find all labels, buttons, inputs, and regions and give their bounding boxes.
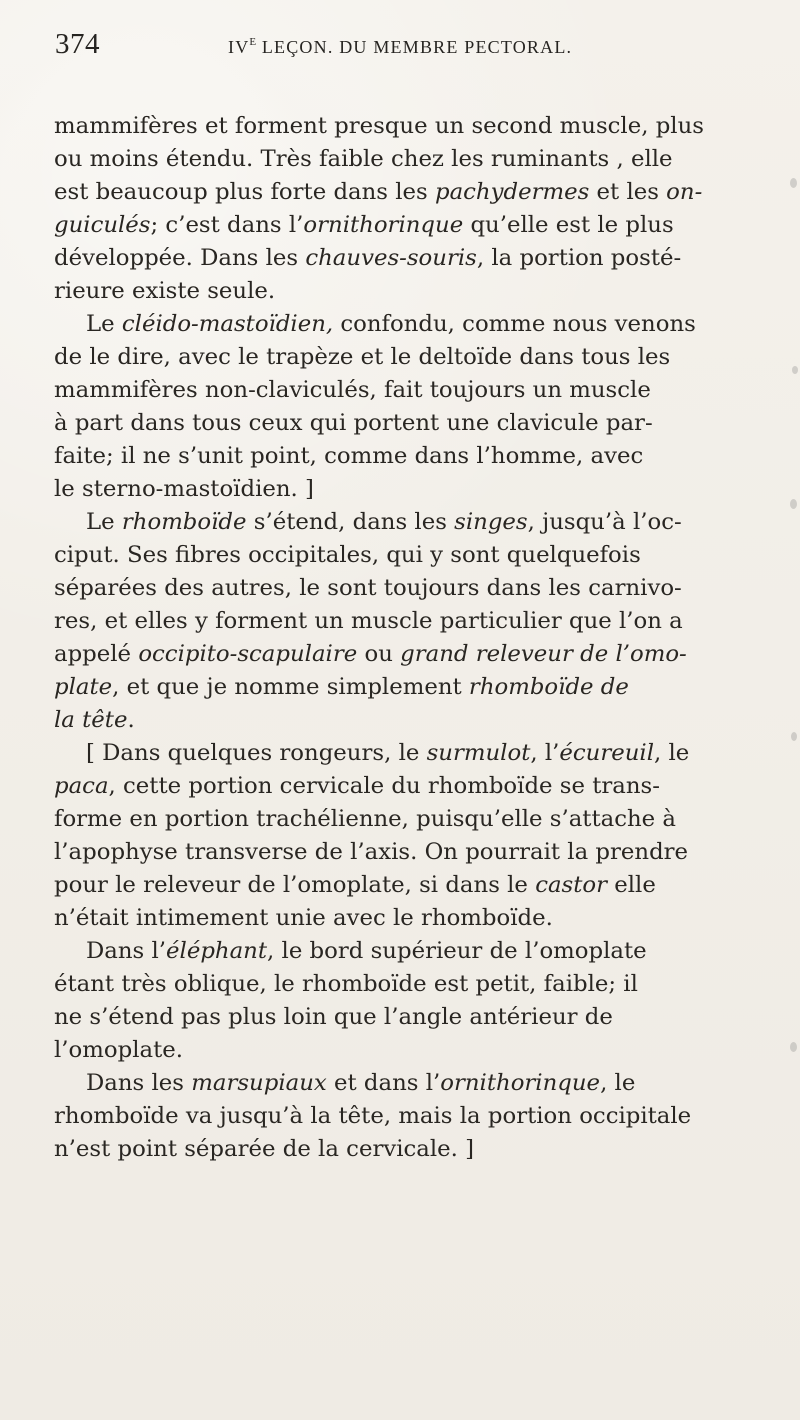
text-line-20	[54, 737, 760, 770]
text-line-8	[54, 341, 760, 374]
italic-term: rhomboïde	[121, 509, 247, 535]
text-line-11	[54, 440, 760, 473]
text-line-10	[54, 407, 760, 440]
text-line-28	[54, 1001, 760, 1034]
italic-term: écureuil	[559, 740, 654, 766]
text-span: est beaucoup plus forte dans les	[54, 179, 435, 205]
italic-term: chauves-souris	[305, 245, 477, 271]
text-span: , le bord supérieur de l’omoplate	[267, 938, 647, 964]
text-span: qu’elle est le plus	[463, 212, 674, 238]
page-stain	[790, 499, 797, 509]
text-span: pour le releveur de l’omoplate, si dans le	[54, 872, 536, 898]
text-line-29	[54, 1034, 760, 1067]
text-span: mammifères et forment presque un second muscle, plus	[54, 113, 704, 139]
italic-term: surmulot	[426, 740, 531, 766]
italic-term: singes	[454, 509, 528, 535]
italic-term: guiculés	[54, 212, 151, 238]
page-stain	[791, 732, 797, 741]
italic-term: occipito-scapulaire	[138, 641, 358, 667]
running-head	[228, 37, 572, 56]
text-line-18	[54, 671, 760, 704]
text-span: ou	[357, 641, 401, 667]
text-line-1	[54, 110, 760, 143]
italic-term: plate	[54, 674, 113, 700]
text-span: , l’	[530, 740, 560, 766]
text-span: et les	[589, 179, 667, 205]
text-span: développée. Dans les	[54, 245, 306, 271]
italic-term: paca	[54, 773, 109, 799]
italic-term: cléido-mastoïdien,	[121, 311, 334, 337]
text-span: n’était intimement unie avec le rhomboïde.	[54, 905, 553, 931]
text-span: séparées des autres, le sont toujours dans les carnivo-	[54, 575, 682, 601]
text-span: Le	[86, 509, 122, 535]
italic-term: grand releveur de l’omo-	[400, 641, 687, 667]
text-span: , jusqu’à l’oc-	[527, 509, 682, 535]
page-number: 374	[55, 28, 100, 60]
text-span: ; c’est dans l’	[150, 212, 304, 238]
page-stain	[792, 366, 798, 374]
running-head-superscript: E	[249, 36, 257, 48]
text-line-6	[54, 275, 760, 308]
italic-term: rhomboïde de	[468, 674, 629, 700]
italic-term: ornithorinque	[440, 1070, 601, 1096]
text-span: faite; il ne s’unit point, comme dans l’homme, avec	[54, 443, 644, 469]
page-stain	[790, 178, 797, 188]
text-line-14	[54, 539, 760, 572]
text-span: n’est point séparée de la cervicale. ]	[54, 1136, 475, 1162]
text-line-9	[54, 374, 760, 407]
text-line-12	[54, 473, 760, 506]
italic-term: pachydermes	[434, 179, 590, 205]
italic-term: la tête	[54, 707, 128, 733]
page-header	[55, 30, 755, 74]
text-span: Le	[86, 311, 122, 337]
text-span: elle	[607, 872, 656, 898]
text-span: à part dans tous ceux qui portent une clavicule par-	[54, 410, 653, 436]
text-line-27	[54, 968, 760, 1001]
text-line-30	[54, 1067, 760, 1100]
text-span: Dans l’	[86, 938, 167, 964]
text-span: res, et elles y forment un muscle particulier que l’on a	[54, 608, 683, 634]
text-span: , la portion posté-	[476, 245, 682, 271]
text-span: l’apophyse transverse de l’axis. On pourrait la prendre	[54, 839, 689, 865]
text-span: confondu, comme nous venons	[333, 311, 696, 337]
text-line-13	[54, 506, 760, 539]
text-span: , le	[600, 1070, 636, 1096]
text-line-2	[54, 143, 760, 176]
running-head-prefix: IV	[228, 37, 250, 57]
text-line-15	[54, 572, 760, 605]
text-span: forme en portion trachélienne, puisqu’elle s’attache à	[54, 806, 676, 832]
text-span: rhomboïde va jusqu’à la tête, mais la portion occipitale	[54, 1103, 692, 1129]
page-stain	[790, 1042, 797, 1052]
italic-term: marsupiaux	[191, 1070, 327, 1096]
text-span: s’étend, dans les	[246, 509, 455, 535]
text-line-22	[54, 803, 760, 836]
text-line-23	[54, 836, 760, 869]
text-span: , et que je nomme simplement	[112, 674, 469, 700]
text-line-24	[54, 869, 760, 902]
text-span: étant très oblique, le rhomboïde est petit, faible; il	[54, 971, 638, 997]
text-line-16	[54, 605, 760, 638]
text-span: [ Dans quelques rongeurs, le	[86, 740, 427, 766]
text-line-4	[54, 209, 760, 242]
italic-term: ornithorinque	[303, 212, 464, 238]
text-span: rieure existe seule.	[54, 278, 276, 304]
text-line-32	[54, 1133, 760, 1166]
text-line-26	[54, 935, 760, 968]
running-head-text: LEÇON. DU MEMBRE PECTORAL.	[256, 37, 573, 57]
text-span: ou moins étendu. Très faible chez les ruminants , elle	[54, 146, 673, 172]
italic-term: castor	[535, 872, 608, 898]
text-line-25	[54, 902, 760, 935]
text-span: Dans les	[86, 1070, 192, 1096]
text-span: appelé	[54, 641, 139, 667]
text-line-5	[54, 242, 760, 275]
text-span: et dans l’	[326, 1070, 441, 1096]
text-line-7	[54, 308, 760, 341]
text-line-21	[54, 770, 760, 803]
text-span: , cette portion cervicale du rhomboïde se trans-	[108, 773, 660, 799]
text-span: de le dire, avec le trapèze et le deltoïde dans tous les	[54, 344, 671, 370]
text-line-19	[54, 704, 760, 737]
page-body	[54, 110, 760, 1166]
text-line-17	[54, 638, 760, 671]
italic-term: éléphant	[166, 938, 268, 964]
text-span: l’omoplate.	[54, 1037, 183, 1063]
text-line-31	[54, 1100, 760, 1133]
text-span: .	[127, 707, 135, 733]
text-span: ciput. Ses fibres occipitales, qui y sont quelquefois	[54, 542, 641, 568]
text-span: ne s’étend pas plus loin que l’angle antérieur de	[54, 1004, 613, 1030]
text-span: le sterno-mastoïdien. ]	[54, 476, 314, 502]
text-span: , le	[654, 740, 690, 766]
text-span: mammifères non-claviculés, fait toujours un muscle	[54, 377, 651, 403]
italic-term: on-	[666, 179, 703, 205]
text-line-3	[54, 176, 760, 209]
